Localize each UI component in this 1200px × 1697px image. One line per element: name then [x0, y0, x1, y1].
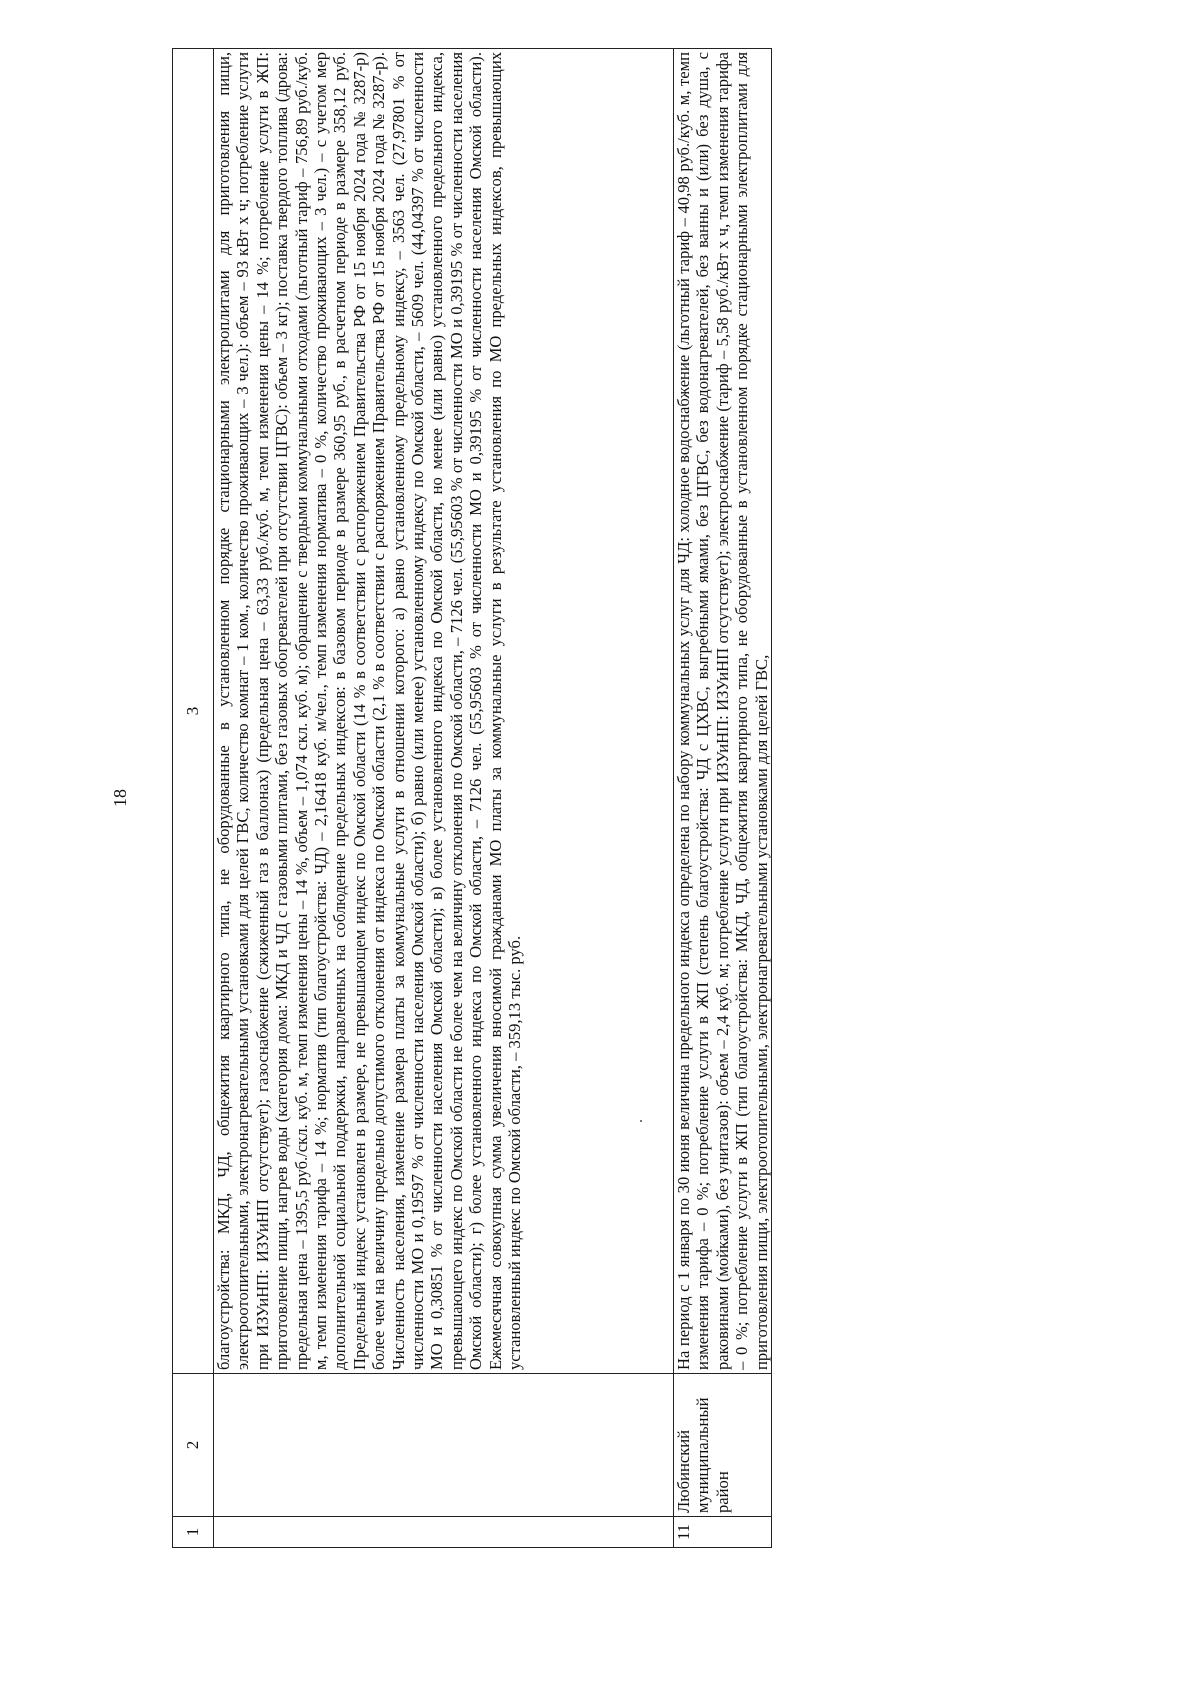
row-number: 11	[674, 1517, 772, 1548]
row-number	[214, 1517, 674, 1548]
municipality-name	[214, 1374, 674, 1517]
table-header-row	[173, 49, 214, 1548]
rotated-content	[110, 48, 892, 1548]
municipality-name: Любинский муниципальный район	[674, 1374, 772, 1517]
header-col-3: 3	[173, 49, 214, 1374]
row-text: благоустройства: МКД, ЧД, общежития квартирного типа, не оборудованные в установленном порядке стационарными электроплитами для приготовления пищи, электроотопительными, электронагревательными установками для целей ГВС, количество комнат – 1 ком., количество проживающих – 3 чел.): объем – 93 кВт х ч; потребление услуги при ИЗУиНП: ИЗУиНП отсутствует); газоснабжение (сжиженный газ в баллонах) (предельная цена – 63,33 руб./куб. м, темп изменения цены – 14 %; потребление услуги в ЖП: приготовление пищи, нагрев воды (категория дома: МКД и ЧД с газовыми плитами, без газовых обогревателей при отсутствии ЦГВС): объем – 3 кг); поставка твердого топлива (дрова: предельная цена – 1395,5 руб./скл. куб. м, темп изменения цены – 14 %, объем – 1,074 скл. куб. м); обращение с твердыми коммунальными отходами (льготный тариф – 756,89 руб./куб. м, темп изменения тарифа – 14 %; норматив (тип благоустройства: ЧД) – 2,16418 куб. м/чел., темп изменения норматива – 0 %, количество проживающих – 3 чел.) – с учетом мер дополнительной социальной поддержки, направленных на соблюдение предельных индексов: в базовом периоде в размере 360,95 руб., в расчетном периоде в размере 358,12 руб. Предельный индекс установлен в размере, не превышающем индекс по Омской области (14 % в соответствии с распоряжением Правительства РФ от 15 ноября 2024 года № 3287-р) более чем на величину предельно допустимого отклонения от индекса по Омской области (2,1 % в соответствии с распоряжением Правительства РФ от 15 ноября 2024 года № 3287-р). Численность населения, изменение размера платы за коммунальные услуги в отношении которого: а) равно установленному предельному индексу, – 3563 чел. (27,97801 % от численности МО и 0,19597 % от численности населения Омской области); б) равно (или менее) установленному индексу по Омской области, – 5609 чел. (44,04397 % от численности МО и 0,30851 % от численности населения Омской области); в) более установленного индекса по Омской области, но менее (или равно) установленного предельного индекса, превышающего индекс по Омской области не более чем на величину отклонения по Омской области, – 7126 чел. (55,95603 % от численности МО и 0,39195 % от численности населения Омской области); г) более установленного индекса по Омской области, – 7126 чел. (55,95603 % от численности МО и 0,39195 % от численности населения Омской области). Ежемесячная совокупная сумма увеличения вносимой гражданами МО платы за коммунальные услуги в результате установления по МО предельных индексов, превышающих установленный индекс по Омской области, – 359,13 тыс. руб.	[214, 49, 674, 1374]
header-col-1: 1	[173, 1517, 214, 1548]
data-table	[172, 48, 772, 1548]
header-col-2: 2	[173, 1374, 214, 1517]
table-row	[674, 49, 772, 1548]
page-number: 18	[110, 789, 130, 807]
table-row	[214, 49, 674, 1548]
row-text: На период с 1 января по 30 июня величина предельного индекса определена по набору коммунальных услуг для ЧД: холодное водоснабжение (льготный тариф – 40,98 руб./куб. м, темп изменения тарифа – 0 %; потребление услуги в ЖП (степень благоустройства: ЧД с ЦХВС, выгребными ямами, без ЦГВС, без водонагревателей, без ванны и (или) без душа, с раковинами (мойками), без унитазов): объем – 2,4 куб. м; потребление услуги при ИЗУиНП: ИЗУиНП отсутствует); электроснабжение (тариф – 5,58 руб./кВт х ч, темп изменения тарифа – 0 %; потребление услуги в ЖП (тип благоустройства: МКД, ЧД, общежития квартирного типа, не оборудованные в установленном порядке стационарными электроплитами для приготовления пищи, электроотопительными, электронагревательными установками для целей ГВС,	[674, 49, 772, 1374]
